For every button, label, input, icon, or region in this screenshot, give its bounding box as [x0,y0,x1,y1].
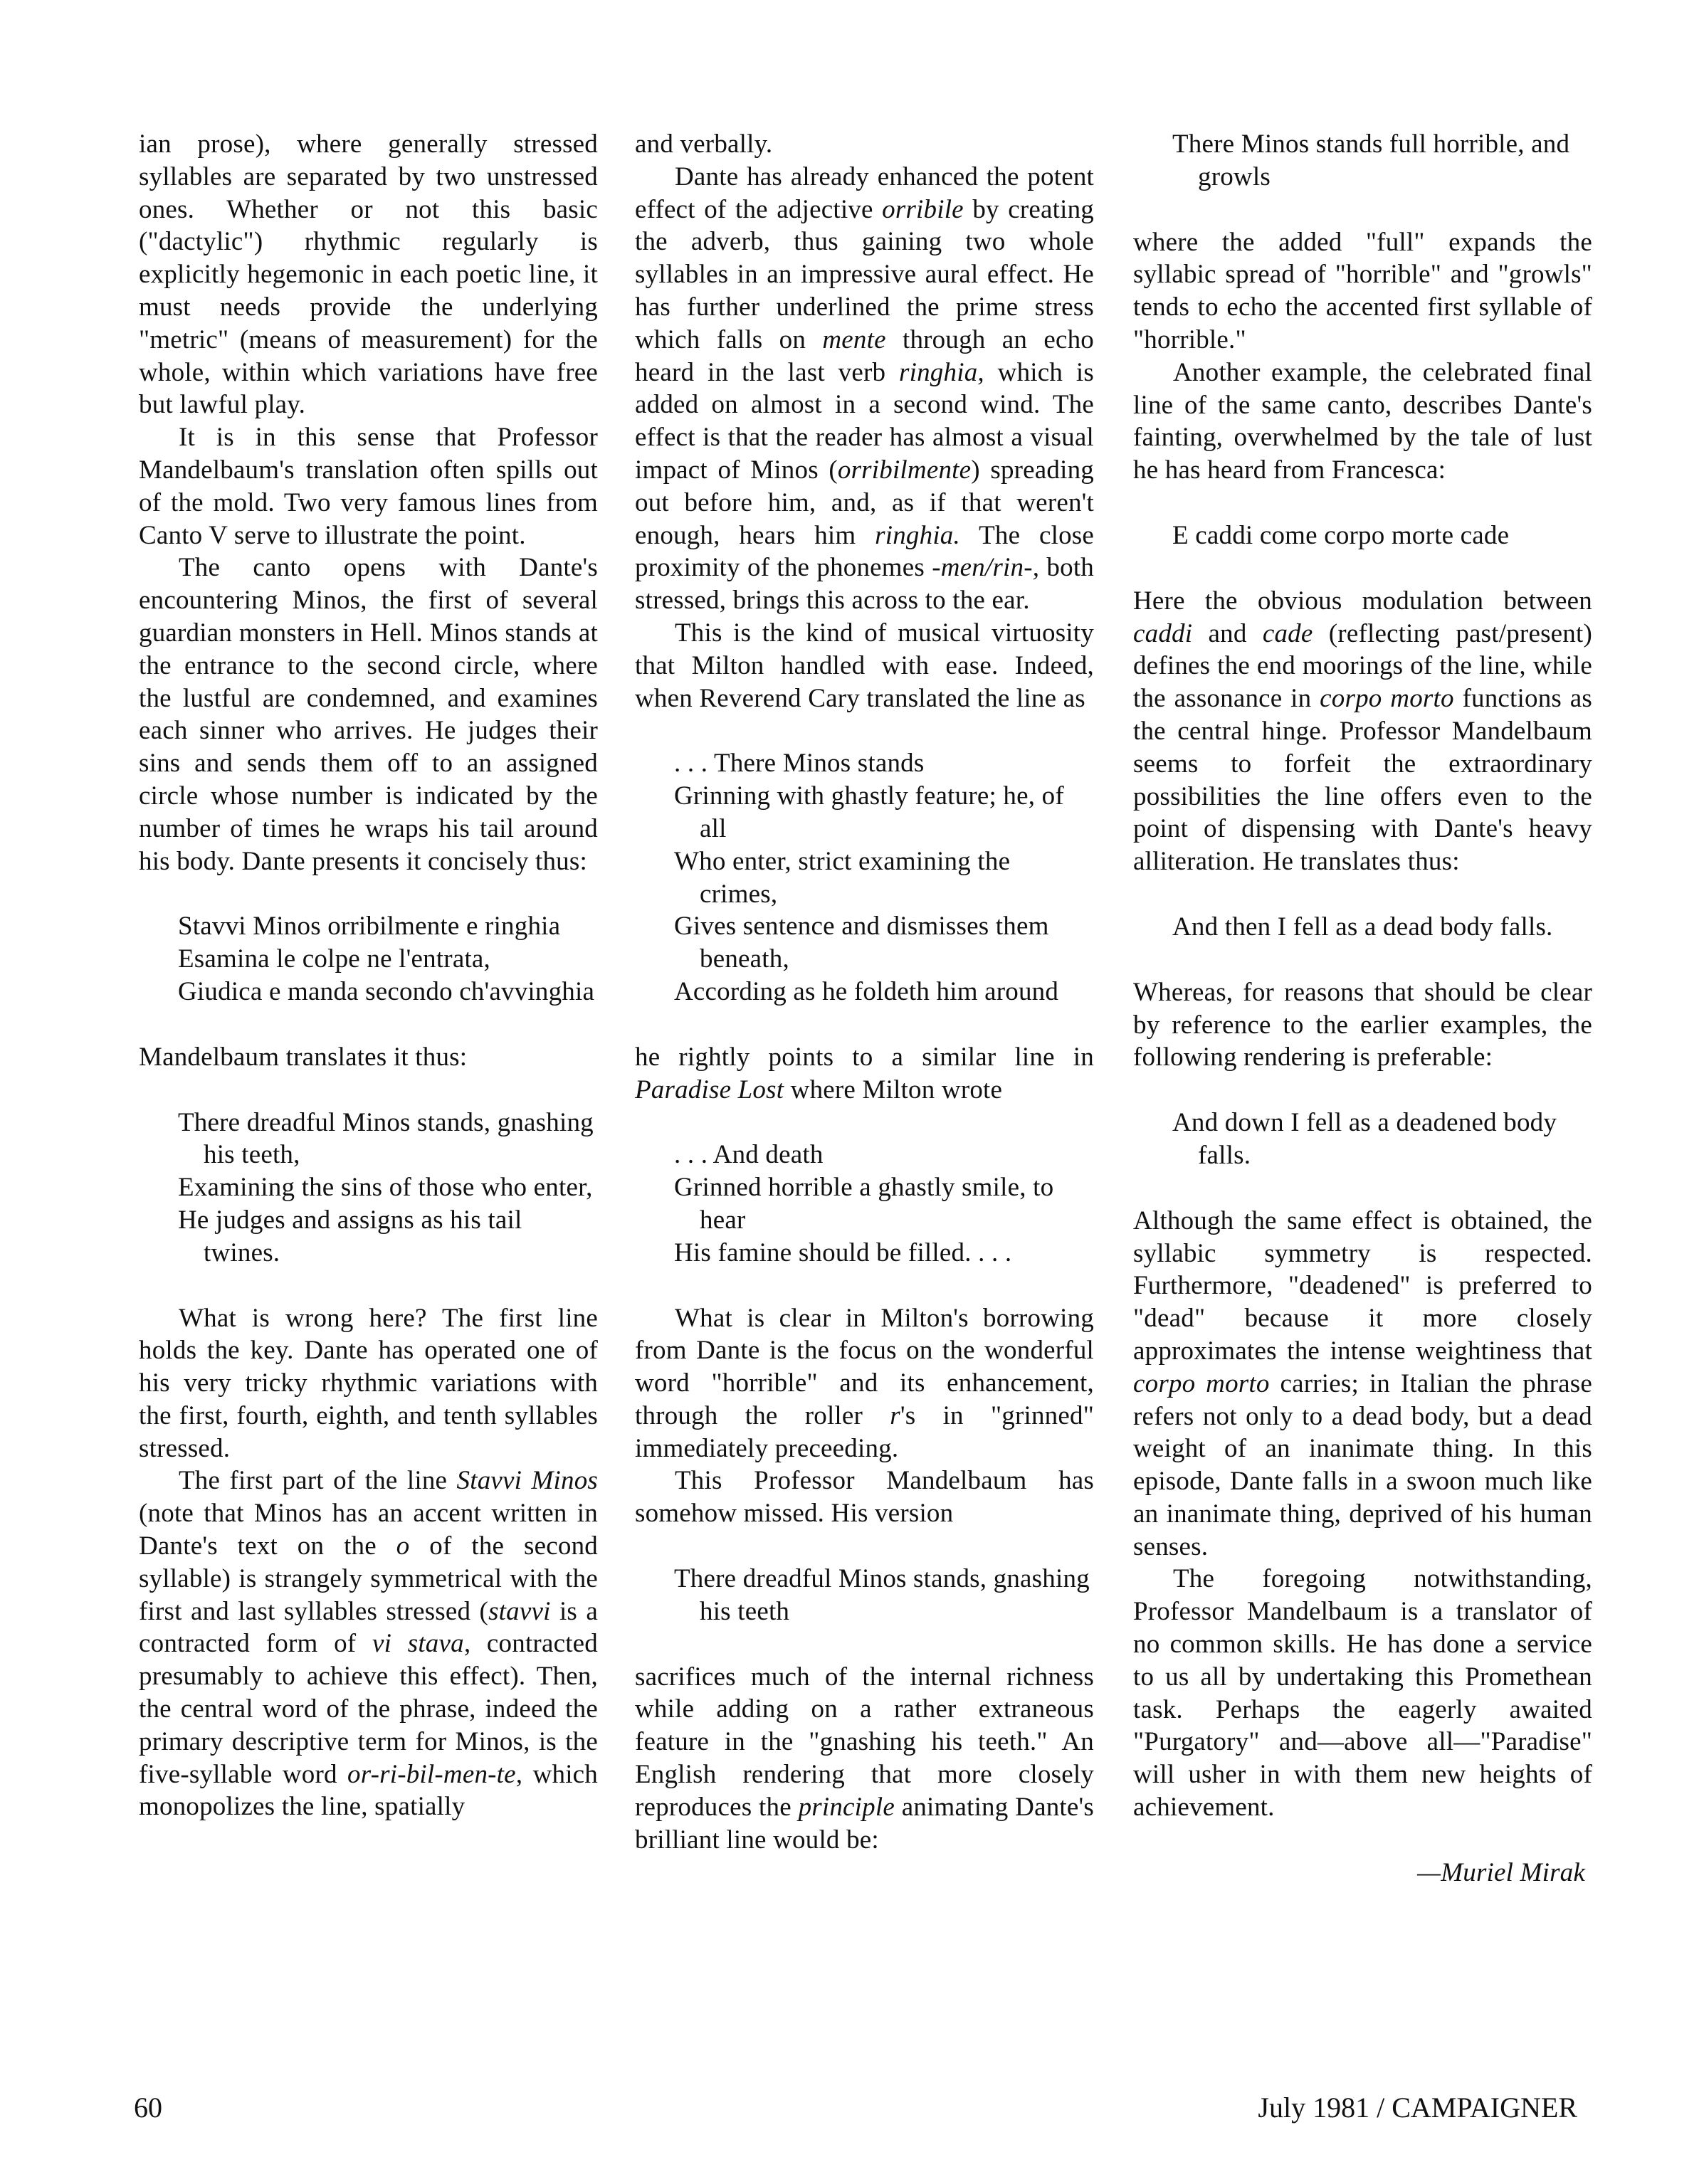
verse-line: There dreadful Minos stands, gnashing his teeth, [178,1107,594,1170]
paragraph: What is wrong here? The first line holds the key. Dante has operated one of his very tricky rhythmic variations with the first, fourth, eighth, and tenth syllables stressed. [139,1303,598,1463]
verse-quote-milton [674,1139,1094,1269]
verse-line: . . . And death [674,1140,824,1170]
paragraph: and verbally. [635,130,773,159]
paragraph: sacrifices much of the internal richness while adding on a rather extraneous feature in the "gnashing his teeth." An English rendering that more closely reproduces the principle animating Dante's brilliant line would be: [635,1662,1094,1855]
paragraph: What is clear in Milton's borrowing from Dante is the focus on the wonderful word "horrible" and its enhancement, through the roller r's in "grinned" immediately preceeding. [635,1303,1094,1463]
paragraph: Another example, the celebrated final line of the same canto, describes Dante's fainting, overwhelmed by the tale of lust he has heard from Francesca: [1133,357,1592,485]
verse-quote-mandelbaum [178,1107,598,1270]
paragraph: ian prose), where generally stressed syllables are separated by two unstressed ones. Whether or not this basic ("dactylic") rhythmic regularly is explicitly hegemonic in each poetic line, it must needs provide the underlying "metric" (means of measurement) for the whole, within which variations have free but lawful play. [139,130,598,420]
column-1 [139,128,598,1823]
verse-line: There Minos stands full horrible, and growls [1172,130,1570,191]
column-2 [635,128,1094,1856]
verse-line: He judges and assigns as his tail twines. [178,1205,522,1267]
verse-line: Giudica e manda secondo ch'avvinghia [178,976,595,1006]
verse-line: Esamina le colpe ne l'entrata, [178,944,490,974]
verse-quote-mandelbaum [1172,911,1592,944]
page-number: 60 [134,2091,162,2124]
verse-line: There dreadful Minos stands, gnashing his teeth [674,1564,1090,1626]
verse-quote-proposed [1172,1107,1592,1172]
paragraph: Dante has already enhanced the potent effect of the adjective orribile by creating the adverb, thus gaining two whole syllables in an impressive aural effect. He has further underlined the prime stress which falls on mente through an echo heard in the last verb ringhia, which is added on almost in a second wind. The effect is that the reader has almost a visual impact of Minos (orribilmente) spreading out before him, and, as if that weren't enough, hears him ringhia. The close proximity of the phonemes -men/rin-, both stressed, brings this across to the ear. [635,162,1095,616]
verse-quote-cary [674,747,1094,1008]
verse-line: Stavvi Minos orribilmente e ringhia [178,912,561,941]
verse-line: According as he foldeth him around [674,976,1059,1006]
running-footer: July 1981 / CAMPAIGNER [1258,2091,1577,2124]
verse-quote-mandelbaum [674,1563,1094,1628]
verse-line: His famine should be filled. . . . [674,1238,1012,1267]
paragraph: Mandelbaum translates it thus: [139,1042,468,1072]
column-3 [1133,128,1592,1889]
author-signature: —Muriel Mirak [1417,1857,1585,1887]
verse-quote-italian: E caddi come corpo morte cade [1172,520,1510,550]
verse-line: Gives sentence and dismisses them beneath, [674,912,1049,974]
paragraph: The canto opens with Dante's encountering Minos, the first of several guardian monsters in Hell. Minos stands at the entrance to the second circle, where the lustful are condemned, and examines each sinner who arrives. He judges their sins and sends them off to an assigned circle whose number is indicated by the number of times he wraps his tail around his body. Dante presents it concisely thus: [139,553,598,876]
verse-line: . . . There Minos stands [674,749,925,779]
paragraph: where the added "full" expands the syllabic spread of "horrible" and "growls" tends to echo the accented first syllable of "horrible." [1133,227,1592,354]
paragraph: Although the same effect is obtained, the syllabic symmetry is respected. Furthermore, "deadened" is preferred to "dead" because it more closely approximates the intense weightiness that corpo morto carries; in Italian the phrase refers not only to a dead body, but a dead weight of an inanimate thing. In this episode, Dante falls in a swoon much like an inanimate thing, deprived of his human senses. [1133,1206,1593,1561]
paragraph: This is the kind of musical virtuosity that Milton handled with ease. Indeed, when Reverend Cary translated the line as [635,618,1094,713]
paragraph: This Professor Mandelbaum has somehow missed. His version [635,1466,1094,1529]
verse-quote-proposed [1172,128,1592,194]
paragraph: The first part of the line Stavvi Minos (note that Minos has an accent written in Dante's text on the o of the second syllable) is strangely symmetrical with the first and last syllables stressed (stavvi is a contracted form of vi stava, contracted presumably to achieve this effect). Then, the central word of the phrase, indeed the primary descriptive term for Minos, is the five-syllable word or-ri-bil-men-te, which monopolizes the line, spatially [139,1466,598,1822]
paragraph: The foregoing notwithstanding, Professor Mandelbaum is a translator of no common skills. He has done a service to us all by undertaking this Promethean task. Perhaps the eagerly awaited "Purgatory" and—above all—"Paradise" will usher in with them new heights of achievement. [1133,1564,1592,1822]
verse-quote-italian [178,910,598,1008]
verse-line: Grinning with ghastly feature; he, of all [674,781,1064,843]
verse-line: Who enter, strict examining the crimes, [674,846,1011,909]
verse-line: Grinned horrible a ghastly smile, to hear [674,1173,1054,1235]
verse-line: And down I fell as a deadened body falls. [1172,1108,1557,1170]
verse-line: Examining the sins of those who enter, [178,1173,593,1203]
paragraph: Here the obvious modulation between caddi and cade (reflecting past/present) defines the end moorings of the line, while the assonance in corpo morto functions as the central hinge. Professor Mandelbaum seems to forfeit the extraordinary possibilities the line offers even to the point of dispensing with Dante's heavy alliteration. He translates thus: [1133,586,1593,877]
paragraph: he rightly points to a similar line in Paradise Lost where Milton wrote [635,1042,1094,1104]
verse-line: And then I fell as a dead body falls. [1172,912,1553,941]
paragraph: Whereas, for reasons that should be clear by reference to the earlier examples, the following rendering is preferable: [1133,977,1592,1072]
paragraph: It is in this sense that Professor Mandelbaum's translation often spills out of the mold. Two very famous lines from Canto V serve to illustrate the point. [139,423,598,550]
